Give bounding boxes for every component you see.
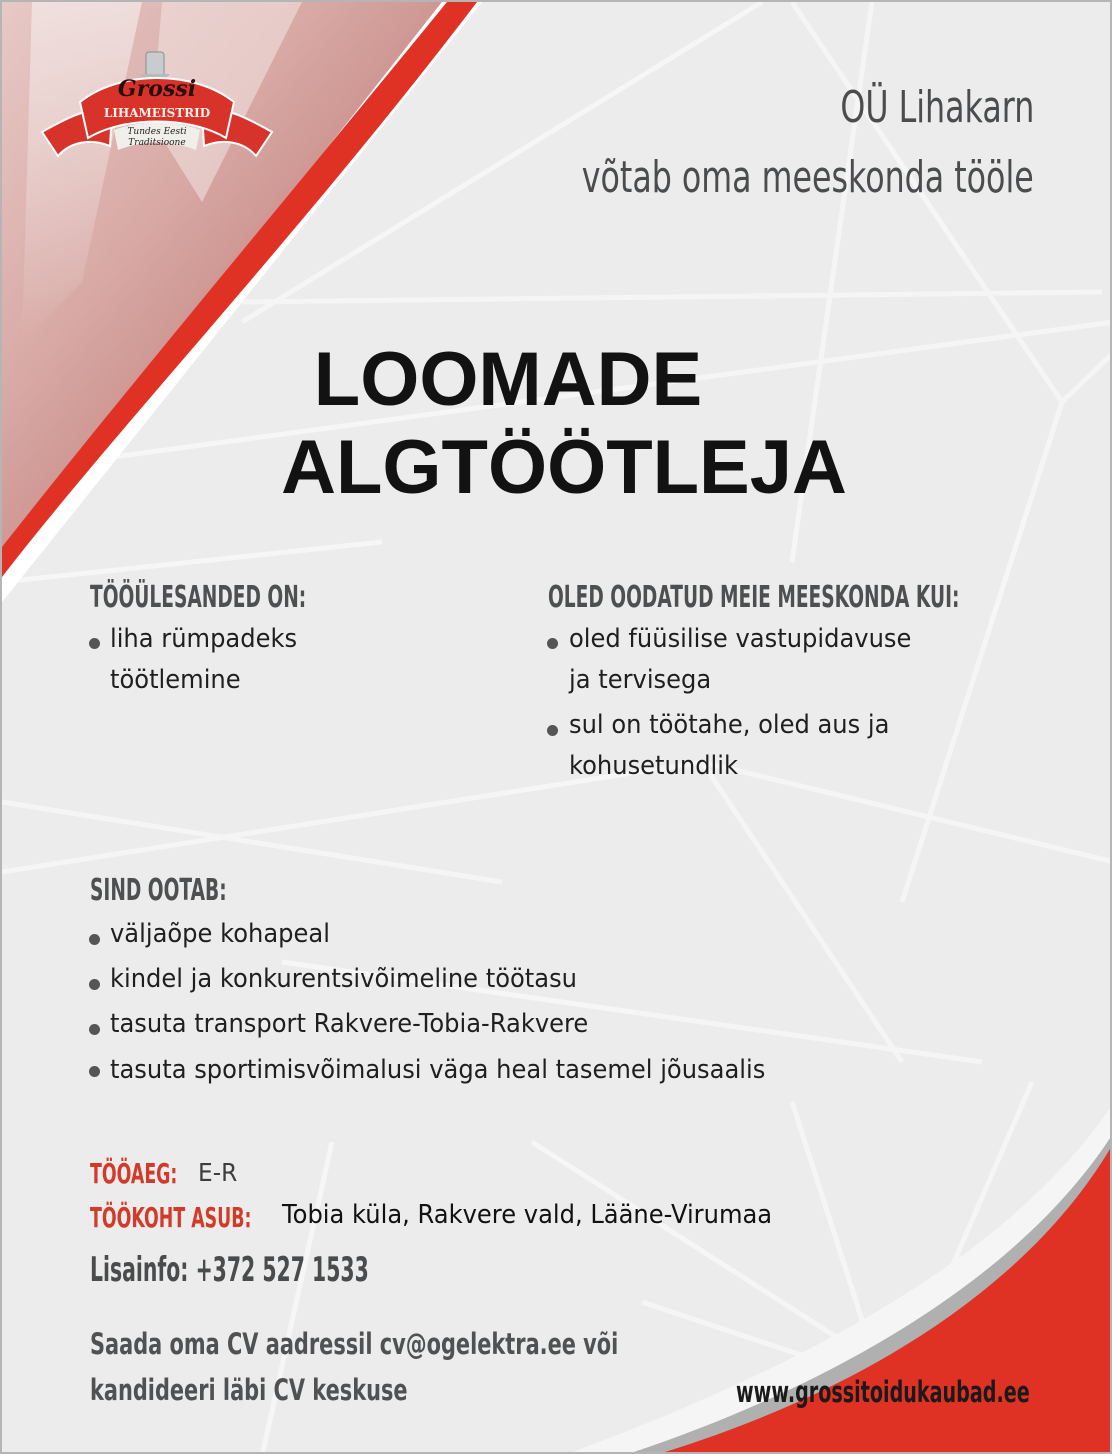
svg-text:Traditsioone: Traditsioone [128,138,186,148]
requirement-item-line1: oled füüsilise vastupidavuse [569,624,912,654]
svg-text:LIHAMEISTRID: LIHAMEISTRID [103,106,211,120]
apply-instructions-line1: Saada oma CV aadressil cv@ogelektra.ee või [90,1327,619,1361]
apply-instructions-line2: kandideeri läbi CV keskuse [90,1373,408,1407]
offer-heading: SIND OOTAB: [90,873,227,908]
bullet-icon [89,1024,100,1035]
duties-heading: TÖÖÜLESANDED ON: [90,580,307,615]
grossi-logo [40,46,274,166]
bullet-icon [547,725,558,736]
requirement-item-line2: kohusetundlik [569,751,738,781]
hours-label: TÖÖAEG: [90,1157,178,1190]
svg-text:Grossi: Grossi [117,76,197,102]
location-value: Tobia küla, Rakvere vald, Lääne-Virumaa [282,1200,773,1230]
bullet-icon [89,1066,100,1077]
hours-value: E-R [198,1158,238,1187]
duty-item-line2: töötlemine [110,665,241,695]
offer-item: väljaõpe kohapeal [110,919,330,949]
location-label: TÖÖKOHT ASUB: [90,1201,252,1234]
offer-item: tasuta sportimisvõimalusi väga heal tasemel jõusaalis [110,1055,766,1085]
duty-item-line1: liha rümpadeks [110,624,298,654]
job-title-line1: LOOMADE [313,337,703,422]
bullet-icon [89,979,100,990]
company-name: OÜ Lihakarn [840,82,1034,133]
bullet-icon [547,638,558,649]
bullet-icon [89,638,100,649]
job-title-line2: ALGTÖÖTLEJA [281,425,847,510]
svg-text:Tundes Eesti: Tundes Eesti [127,127,187,137]
bullet-icon [89,934,100,945]
requirement-item-line1: sul on töötahe, oled aus ja [569,710,890,740]
requirement-item-line2: ja tervisega [569,665,712,695]
requirements-heading: OLED OODATUD MEIE MEESKONDA KUI: [548,580,960,615]
hiring-tagline: võtab oma meeskonda tööle [582,152,1034,203]
contact-phone: Lisainfo: +372 527 1533 [90,1250,369,1290]
website-link[interactable]: www.grossitoidukaubad.ee [736,1375,1030,1409]
offer-item: tasuta transport Rakvere-Tobia-Rakvere [110,1009,589,1039]
offer-item: kindel ja konkurentsivõimeline töötasu [110,964,578,994]
